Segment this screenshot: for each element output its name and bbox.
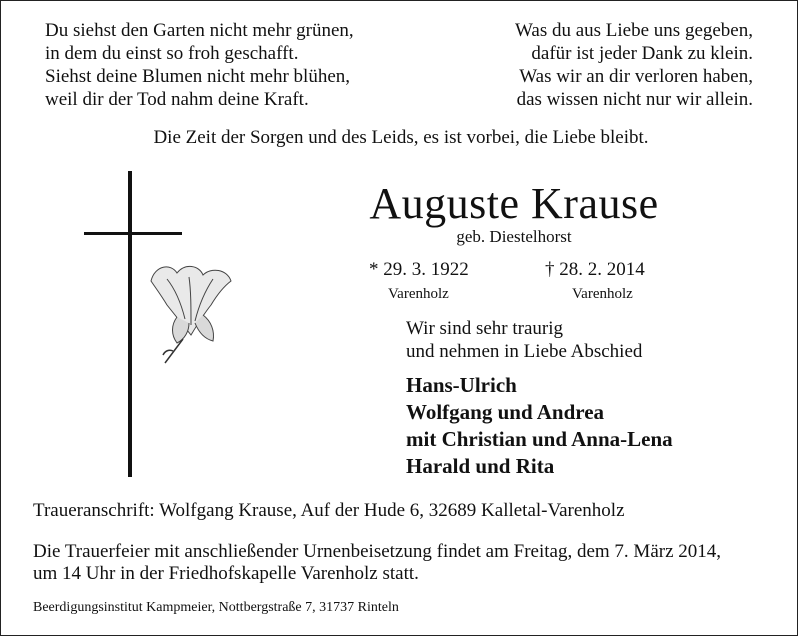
death-date: † 28. 2. 2014 (545, 259, 645, 280)
mourner-name: Hans-Ulrich (406, 373, 517, 397)
poem-left (45, 19, 354, 111)
service-line: um 14 Uhr in der Friedhofskapelle Varenholz statt. (33, 563, 419, 584)
funeral-service-info (33, 541, 721, 585)
death-place: Varenholz (572, 286, 633, 302)
poem-right (515, 19, 753, 111)
poem-line: Siehst deine Blumen nicht mehr blühen, (45, 66, 351, 87)
cross-vertical-bar (128, 171, 132, 477)
motto: Die Zeit der Sorgen und des Leids, es ist vorbei, die Liebe bleibt. (153, 127, 649, 148)
deceased-name: Auguste Krause (369, 179, 659, 228)
grief-line: Wir sind sehr traurig (406, 318, 564, 339)
poem-line: Was du aus Liebe uns gegeben, (514, 20, 753, 41)
grief-line: und nehmen in Liebe Abschied (406, 341, 643, 362)
poem-line: weil dir der Tod nahm deine Kraft. (45, 89, 309, 110)
mourners-list (406, 372, 673, 480)
poem-line: Du siehst den Garten nicht mehr grünen, (45, 20, 354, 41)
poem-line: Was wir an dir verloren haben, (519, 66, 753, 87)
poem-line: dafür ist jeder Dank zu klein. (531, 43, 753, 64)
mourner-name: Wolfgang und Andrea (406, 400, 605, 424)
maiden-name: geb. Diestelhorst (456, 227, 572, 246)
mourning-address: Traueranschrift: Wolfgang Krause, Auf der Hude 6, 32689 Kalletal-Varenholz (33, 500, 625, 521)
poem-line: das wissen nicht nur wir allein. (516, 89, 753, 110)
grief-text (406, 317, 642, 363)
gentian-flower-icon (141, 259, 241, 369)
birth-date: * 29. 3. 1922 (369, 259, 469, 280)
mourner-name: Harald und Rita (406, 454, 555, 478)
funeral-home: Beerdigungsinstitut Kampmeier, Nottbergstraße 7, 31737 Rinteln (33, 600, 399, 615)
mourner-name: mit Christian und Anna-Lena (406, 427, 673, 451)
cross-horizontal-bar (84, 232, 182, 235)
poem-line: in dem du einst so froh geschafft. (45, 43, 299, 64)
service-line: Die Trauerfeier mit anschließender Urnenbeisetzung findet am Freitag, dem 7. März 2014, (33, 541, 722, 562)
birth-place: Varenholz (388, 286, 449, 302)
